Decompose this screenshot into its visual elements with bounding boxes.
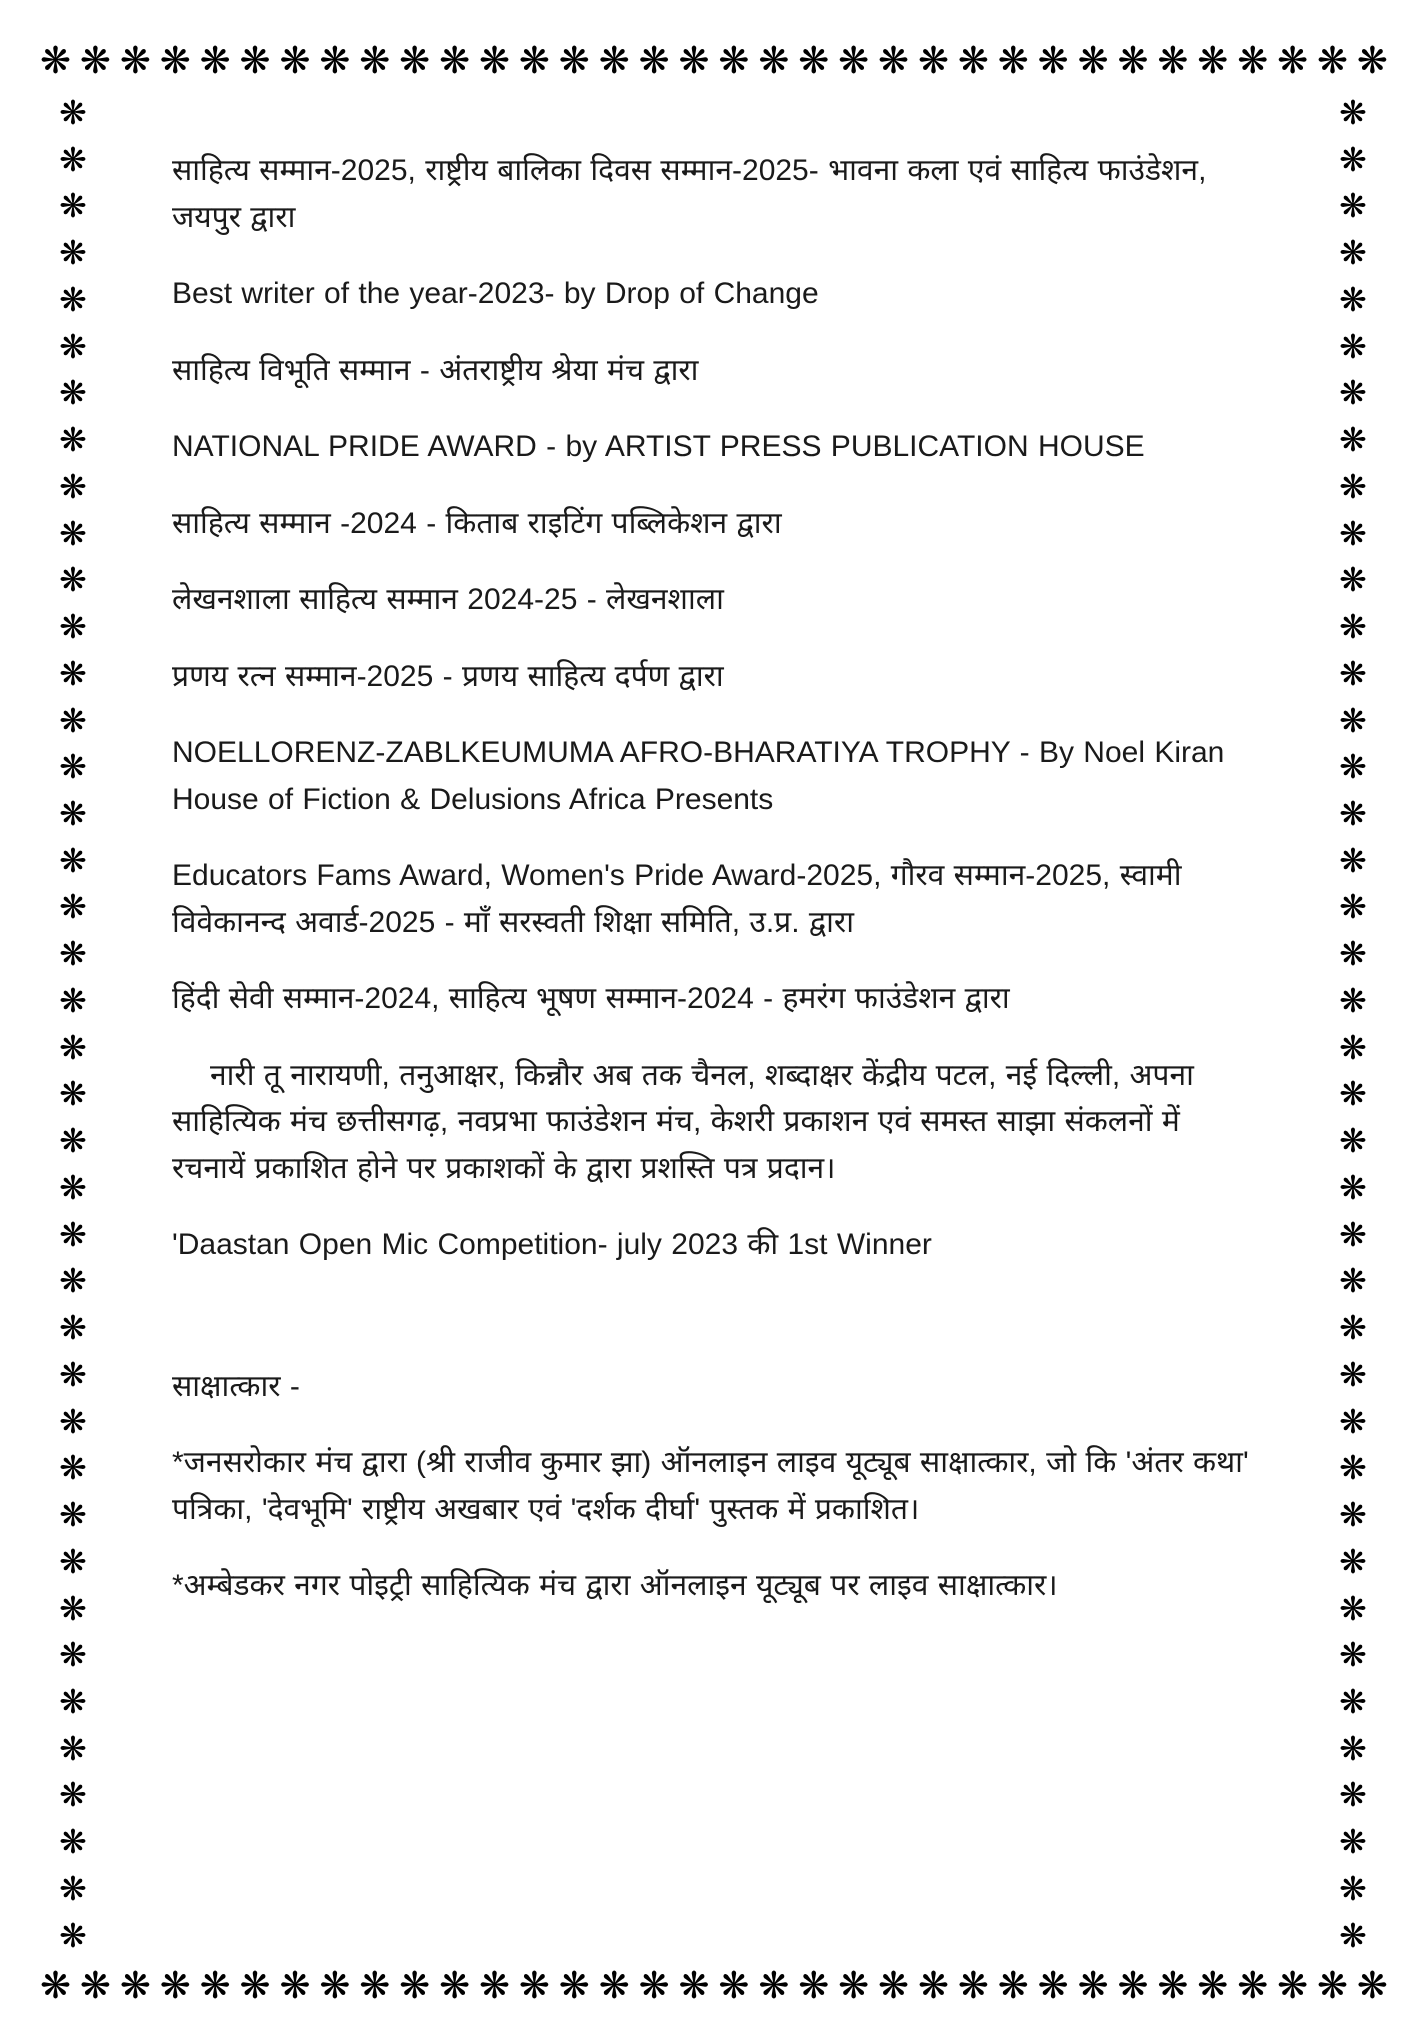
flower-asterisk-icon: ❋ [997, 40, 1029, 81]
flower-asterisk-icon: ❋ [1077, 40, 1109, 81]
flower-asterisk-icon: ❋ [1339, 187, 1367, 225]
flower-asterisk-icon: ❋ [199, 1965, 231, 2006]
flower-asterisk-icon: ❋ [1117, 40, 1149, 81]
flower-asterisk-icon: ❋ [1339, 1122, 1367, 1160]
flower-asterisk-icon: ❋ [718, 1965, 750, 2006]
flower-asterisk-icon: ❋ [957, 40, 989, 81]
flower-asterisk-icon: ❋ [199, 40, 231, 81]
flower-asterisk-icon: ❋ [1339, 514, 1367, 552]
flower-asterisk-icon: ❋ [1339, 327, 1367, 365]
flower-asterisk-icon: ❋ [59, 654, 87, 692]
flower-asterisk-icon: ❋ [1037, 1965, 1069, 2006]
flower-asterisk-icon: ❋ [1237, 1965, 1269, 2006]
flower-asterisk-icon: ❋ [678, 40, 710, 81]
flower-asterisk-icon: ❋ [1339, 374, 1367, 412]
flower-asterisk-icon: ❋ [1339, 748, 1367, 786]
flower-asterisk-icon: ❋ [1197, 40, 1229, 81]
flower-asterisk-icon: ❋ [598, 40, 630, 81]
flower-asterisk-icon: ❋ [59, 514, 87, 552]
decorative-border-right [1332, 96, 1374, 1952]
flower-asterisk-icon: ❋ [59, 421, 87, 459]
flower-asterisk-icon: ❋ [478, 40, 510, 81]
flower-asterisk-icon: ❋ [878, 40, 910, 81]
paragraph: नारी तू नारायणी, तनुआक्षर, किन्नौर अब तक चैनल, शब्दाक्षर केंद्रीय पटल, नई दिल्ली, अपना साहित्यिक मंच छत्तीसगढ़, नवप्रभा फाउंडेशन मंच, केशरी प्रकाशन एवं समस्त साझा संकलनों में रचनायें प्रकाशित होने पर प्रकाशकों के द्वारा प्रशस्ति पत्र प्रदान। [172, 1058, 1194, 1185]
flower-asterisk-icon: ❋ [1117, 1965, 1149, 2006]
paragraph: Educators Fams Award, Women's Pride Award-2025, गौरव सम्मान-2025, स्वामी विवेकानन्द अवार्ड-2025 - माँ सरस्वती शिक्षा समिति, उ.प्र. द्वारा [172, 859, 1182, 939]
flower-asterisk-icon: ❋ [59, 187, 87, 225]
flower-asterisk-icon: ❋ [1339, 608, 1367, 646]
paragraph: हिंदी सेवी सम्मान-2024, साहित्य भूषण सम्मान-2024 - हमरंग फाउंडेशन द्वारा [172, 982, 1010, 1015]
flower-asterisk-icon: ❋ [59, 94, 87, 131]
paragraph: Best writer of the year-2023- by Drop of Change [172, 277, 819, 310]
flower-asterisk-icon: ❋ [558, 1965, 590, 2006]
flower-asterisk-icon: ❋ [59, 1355, 87, 1393]
flower-asterisk-icon: ❋ [59, 981, 87, 1019]
flower-asterisk-icon: ❋ [59, 888, 87, 926]
flower-asterisk-icon: ❋ [239, 40, 271, 81]
flower-asterisk-icon: ❋ [1339, 1542, 1367, 1580]
flower-asterisk-icon: ❋ [399, 40, 431, 81]
flower-asterisk-icon: ❋ [1339, 234, 1367, 272]
flower-asterisk-icon: ❋ [1157, 40, 1189, 81]
flower-asterisk-icon: ❋ [159, 1965, 191, 2006]
paragraph: लेखनशाला साहित्य सम्मान 2024-25 - लेखनशाला [172, 583, 724, 616]
flower-asterisk-icon: ❋ [79, 40, 111, 81]
flower-asterisk-icon: ❋ [59, 1542, 87, 1580]
flower-asterisk-icon: ❋ [59, 327, 87, 365]
flower-asterisk-icon: ❋ [678, 1965, 710, 2006]
flower-asterisk-icon: ❋ [1339, 421, 1367, 459]
flower-asterisk-icon: ❋ [838, 40, 870, 81]
flower-asterisk-icon: ❋ [59, 748, 87, 786]
flower-asterisk-icon: ❋ [957, 1965, 989, 2006]
flower-asterisk-icon: ❋ [1339, 1682, 1367, 1720]
flower-asterisk-icon: ❋ [1339, 1916, 1367, 1954]
flower-asterisk-icon: ❋ [1339, 1075, 1367, 1113]
flower-asterisk-icon: ❋ [1339, 1449, 1367, 1487]
flower-asterisk-icon: ❋ [598, 1965, 630, 2006]
flower-asterisk-icon: ❋ [1197, 1965, 1229, 2006]
flower-asterisk-icon: ❋ [1339, 1729, 1367, 1767]
flower-asterisk-icon: ❋ [59, 1869, 87, 1907]
flower-asterisk-icon: ❋ [59, 841, 87, 879]
flower-asterisk-icon: ❋ [79, 1965, 111, 2006]
flower-asterisk-icon: ❋ [1339, 1215, 1367, 1253]
flower-asterisk-icon: ❋ [917, 1965, 949, 2006]
flower-asterisk-icon: ❋ [1339, 1823, 1367, 1861]
flower-asterisk-icon: ❋ [1339, 140, 1367, 178]
flower-asterisk-icon: ❋ [758, 1965, 790, 2006]
flower-asterisk-icon: ❋ [40, 1965, 72, 2006]
flower-asterisk-icon: ❋ [1339, 841, 1367, 879]
flower-asterisk-icon: ❋ [1277, 40, 1309, 81]
flower-asterisk-icon: ❋ [1077, 1965, 1109, 2006]
flower-asterisk-icon: ❋ [1339, 981, 1367, 1019]
flower-asterisk-icon: ❋ [279, 1965, 311, 2006]
flower-asterisk-icon: ❋ [1339, 1168, 1367, 1206]
flower-asterisk-icon: ❋ [1339, 1355, 1367, 1393]
flower-asterisk-icon: ❋ [59, 795, 87, 833]
flower-asterisk-icon: ❋ [439, 1965, 471, 2006]
flower-asterisk-icon: ❋ [878, 1965, 910, 2006]
section-heading-interviews: साक्षात्कार - [172, 1369, 300, 1403]
flower-asterisk-icon: ❋ [1356, 1965, 1388, 2006]
paragraph: NOELLORENZ-ZABLKEUMUMA AFRO-BHARATIYA TROPHY - By Noel Kiran House of Fiction & Delusions Africa Presents [172, 736, 1225, 816]
flower-asterisk-icon: ❋ [1339, 467, 1367, 505]
flower-asterisk-icon: ❋ [558, 40, 590, 81]
flower-asterisk-icon: ❋ [59, 467, 87, 505]
flower-asterisk-icon: ❋ [917, 40, 949, 81]
flower-asterisk-icon: ❋ [1277, 1965, 1309, 2006]
flower-asterisk-icon: ❋ [59, 1682, 87, 1720]
flower-asterisk-icon: ❋ [1339, 795, 1367, 833]
flower-asterisk-icon: ❋ [1339, 1776, 1367, 1814]
flower-asterisk-icon: ❋ [59, 608, 87, 646]
flower-asterisk-icon: ❋ [1339, 888, 1367, 926]
flower-asterisk-icon: ❋ [758, 40, 790, 81]
flower-asterisk-icon: ❋ [798, 1965, 830, 2006]
paragraph: साहित्य विभूति सम्मान - अंतराष्ट्रीय श्रेया मंच द्वारा [172, 353, 699, 387]
flower-asterisk-icon: ❋ [59, 1916, 87, 1954]
flower-asterisk-icon: ❋ [40, 40, 72, 81]
flower-asterisk-icon: ❋ [1356, 40, 1388, 81]
flower-asterisk-icon: ❋ [59, 935, 87, 973]
flower-asterisk-icon: ❋ [59, 374, 87, 412]
flower-asterisk-icon: ❋ [359, 40, 391, 81]
flower-asterisk-icon: ❋ [59, 280, 87, 318]
flower-asterisk-icon: ❋ [59, 1402, 87, 1440]
decorative-border-top [40, 42, 1388, 79]
flower-asterisk-icon: ❋ [1339, 1636, 1367, 1674]
flower-asterisk-icon: ❋ [1339, 1262, 1367, 1300]
flower-asterisk-icon: ❋ [1157, 1965, 1189, 2006]
flower-asterisk-icon: ❋ [1237, 40, 1269, 81]
flower-asterisk-icon: ❋ [638, 1965, 670, 2006]
flower-asterisk-icon: ❋ [518, 40, 550, 81]
flower-asterisk-icon: ❋ [1339, 1309, 1367, 1347]
decorative-border-left [52, 96, 94, 1952]
flower-asterisk-icon: ❋ [59, 1776, 87, 1814]
paragraph: साहित्य सम्मान-2025, राष्ट्रीय बालिका दिवस सम्मान-2025- भावना कला एवं साहित्य फाउंडेशन, जयपुर द्वारा [172, 154, 1207, 234]
flower-asterisk-icon: ❋ [59, 1262, 87, 1300]
paragraph: NATIONAL PRIDE AWARD - by ARTIST PRESS PUBLICATION HOUSE [172, 430, 1145, 463]
flower-asterisk-icon: ❋ [478, 1965, 510, 2006]
flower-asterisk-icon: ❋ [59, 1449, 87, 1487]
flower-asterisk-icon: ❋ [1339, 280, 1367, 318]
flower-asterisk-icon: ❋ [59, 1636, 87, 1674]
flower-asterisk-icon: ❋ [838, 1965, 870, 2006]
flower-asterisk-icon: ❋ [239, 1965, 271, 2006]
document-content [172, 148, 1253, 1640]
flower-asterisk-icon: ❋ [1339, 561, 1367, 599]
flower-asterisk-icon: ❋ [399, 1965, 431, 2006]
flower-asterisk-icon: ❋ [59, 1589, 87, 1627]
flower-asterisk-icon: ❋ [59, 1309, 87, 1347]
flower-asterisk-icon: ❋ [159, 40, 191, 81]
flower-asterisk-icon: ❋ [59, 140, 87, 178]
flower-asterisk-icon: ❋ [59, 1028, 87, 1066]
flower-asterisk-icon: ❋ [1339, 1496, 1367, 1534]
flower-asterisk-icon: ❋ [1317, 1965, 1349, 2006]
flower-asterisk-icon: ❋ [1037, 40, 1069, 81]
paragraph: प्रणय रत्न सम्मान-2025 - प्रणय साहित्य दर्पण द्वारा [172, 659, 724, 693]
flower-asterisk-icon: ❋ [439, 40, 471, 81]
paragraph: 'Daastan Open Mic Competition- july 2023 की 1st Winner [172, 1228, 932, 1261]
flower-asterisk-icon: ❋ [59, 1215, 87, 1253]
flower-asterisk-icon: ❋ [1317, 40, 1349, 81]
flower-asterisk-icon: ❋ [1339, 654, 1367, 692]
flower-asterisk-icon: ❋ [59, 701, 87, 739]
flower-asterisk-icon: ❋ [1339, 1028, 1367, 1066]
flower-asterisk-icon: ❋ [798, 40, 830, 81]
flower-asterisk-icon: ❋ [59, 561, 87, 599]
flower-asterisk-icon: ❋ [59, 1729, 87, 1767]
flower-asterisk-icon: ❋ [1339, 94, 1367, 131]
flower-asterisk-icon: ❋ [518, 1965, 550, 2006]
flower-asterisk-icon: ❋ [1339, 701, 1367, 739]
paragraph: साहित्य सम्मान -2024 - किताब राइटिंग पब्लिकेशन द्वारा [172, 506, 782, 540]
decorative-border-bottom [40, 1967, 1388, 2004]
flower-asterisk-icon: ❋ [119, 1965, 151, 2006]
flower-asterisk-icon: ❋ [59, 1122, 87, 1160]
flower-asterisk-icon: ❋ [59, 1496, 87, 1534]
paragraph: *जनसरोकार मंच द्वारा (श्री राजीव कुमार झा) ऑनलाइन लाइव यूट्यूब साक्षात्कार, जो कि 'अंतर कथा' पत्रिका, 'देवभूमि' राष्ट्रीय अखबार एवं 'दर्शक दीर्घा' पुस्तक में प्रकाशित। [172, 1446, 1249, 1526]
flower-asterisk-icon: ❋ [59, 1823, 87, 1861]
flower-asterisk-icon: ❋ [1339, 1589, 1367, 1627]
flower-asterisk-icon: ❋ [638, 40, 670, 81]
flower-asterisk-icon: ❋ [718, 40, 750, 81]
flower-asterisk-icon: ❋ [359, 1965, 391, 2006]
flower-asterisk-icon: ❋ [997, 1965, 1029, 2006]
flower-asterisk-icon: ❋ [1339, 935, 1367, 973]
flower-asterisk-icon: ❋ [119, 40, 151, 81]
flower-asterisk-icon: ❋ [279, 40, 311, 81]
flower-asterisk-icon: ❋ [319, 1965, 351, 2006]
paragraph: *अम्बेडकर नगर पोइट्री साहित्यिक मंच द्वारा ऑनलाइन यूट्यूब पर लाइव साक्षात्कार। [172, 1569, 1058, 1602]
flower-asterisk-icon: ❋ [59, 234, 87, 272]
flower-asterisk-icon: ❋ [1339, 1402, 1367, 1440]
flower-asterisk-icon: ❋ [59, 1075, 87, 1113]
flower-asterisk-icon: ❋ [59, 1168, 87, 1206]
flower-asterisk-icon: ❋ [1339, 1869, 1367, 1907]
flower-asterisk-icon: ❋ [319, 40, 351, 81]
